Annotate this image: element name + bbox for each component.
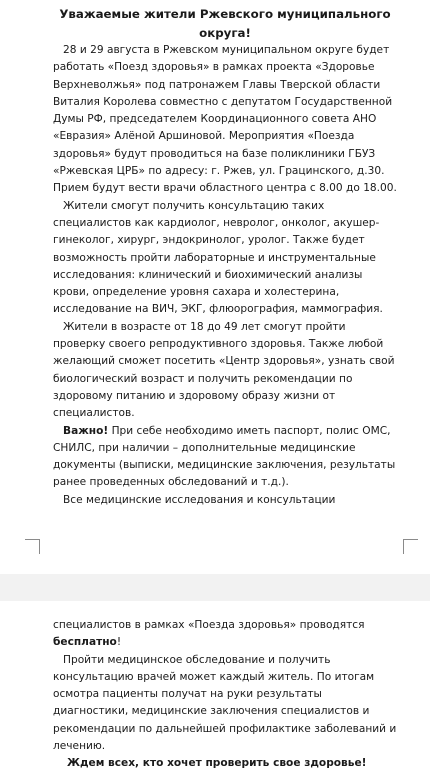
free-text: специалистов в рамках «Поезда здоровья» проводятся bbox=[53, 619, 365, 631]
page-corner-mark-right bbox=[403, 539, 418, 554]
paragraph-reproductive-health: Жители в возрасте от 18 до 49 лет смогут пройти проверку своего репродуктивного здоровья. Также любой желающий сможет посетить «Центр здоровья», узнать свой биологический возраст и получить рекомендации по здоровому питанию и здоровому образу жизни от специалистов. bbox=[53, 320, 395, 420]
page-corner-mark-left bbox=[25, 539, 40, 554]
important-label: Важно! bbox=[63, 424, 109, 437]
paragraph-free-start: Все медицинские исследования и консультации bbox=[63, 493, 336, 506]
free-label: бесплатно bbox=[53, 636, 117, 649]
closing-line: Ждем всех, кто хочет проверить свое здоровье! bbox=[67, 757, 367, 770]
document-page-2 bbox=[0, 601, 430, 778]
paragraph-important bbox=[53, 423, 397, 492]
important-text: При себе необходимо иметь паспорт, полис ОМС, СНИЛС, при наличии – дополнительные медицинские документы (выписки, медицинские заключения, результаты ранее проведенных обследований и т.д.). bbox=[53, 424, 396, 489]
page-1-content bbox=[53, 5, 397, 509]
paragraph-free-end bbox=[53, 617, 397, 652]
paragraph-everyone: Пройти медицинское обследование и получить консультацию врачей может каждый житель. По итогам осмотра пациенты получат на руки результаты диагностики, медицинские заключения специалистов и рекомендации по дальнейшей профилактике заболеваний и лечению. bbox=[53, 653, 397, 753]
free-suffix: ! bbox=[116, 636, 122, 649]
page-2-content bbox=[53, 617, 397, 773]
paragraph-event-info: 28 и 29 августа в Ржевском муниципальном округе будет работать «Поезд здоровья» в рамках проекта «Здоровье Верхневолжья» под патронажем Главы Тверской области Виталия Королева совместно с депутатом Государственной Думы РФ, председателем Координационного совета АНО «Евразия» Алёной Аршиновой. Мероприятия «Поезда здоровья» будут проводиться на базе поликлиники ГБУЗ «Ржевская ЦРБ» по адресу: г. Ржев, ул. Грацинского, д.30. Прием будут вести врачи областного центра с 8.00 до 18.00. bbox=[53, 44, 397, 195]
paragraph-specialists: Жители смогут получить консультацию таких специалистов как кардиолог, невролог, онколог, акушер-гинеколог, хирург, эндокринолог, уролог. Также будет возможность пройти лабораторные и инструментальные исследования: клинический и биохимический анализы крови, определение уровня сахара и холестерина, исследование на ВИЧ, ЭКГ, флюорография, маммография. bbox=[53, 199, 383, 316]
document-title: Уважаемые жители Ржевского муниципального округа! bbox=[59, 7, 391, 40]
